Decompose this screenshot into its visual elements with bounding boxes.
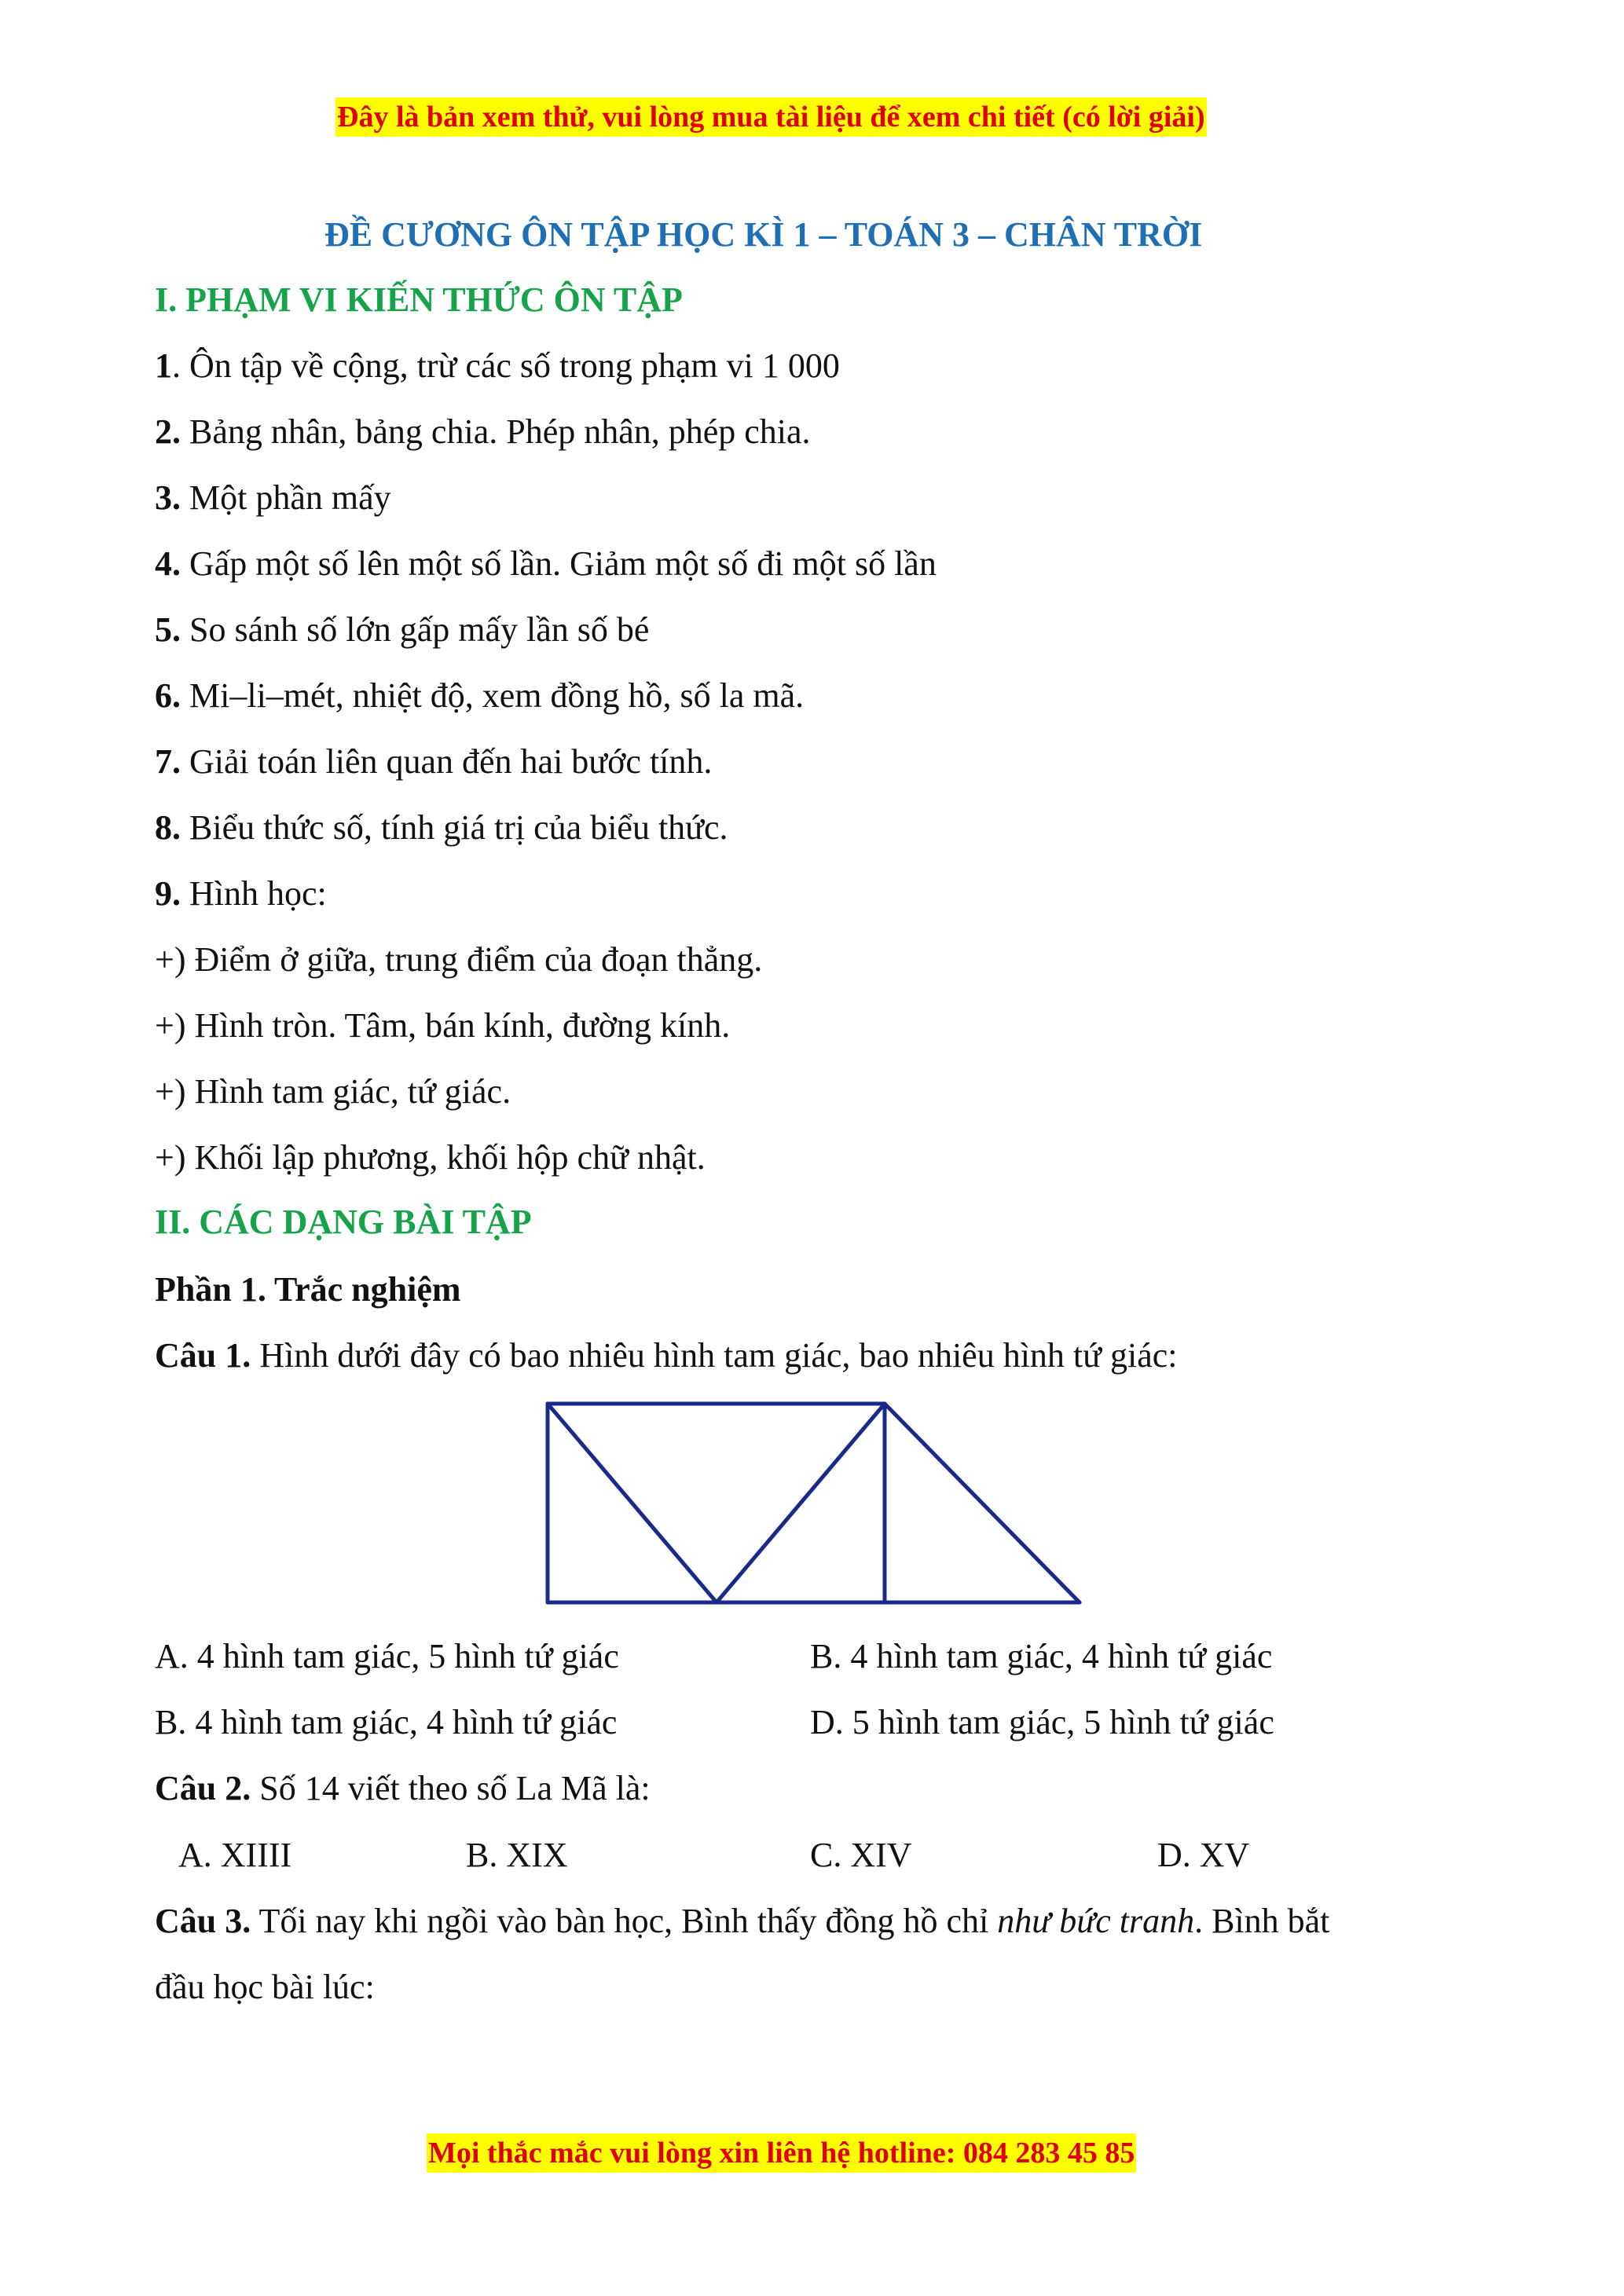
list-item: 8. Biểu thức số, tính giá trị của biểu thức. <box>155 808 728 847</box>
list-item: 6. Mi–li–mét, nhiệt độ, xem đồng hồ, số la mã. <box>155 676 805 715</box>
document-title: ĐỀ CƯƠNG ÔN TẬP HỌC KÌ 1 – TOÁN 3 – CHÂN TRỜI <box>324 215 1203 254</box>
figure-diagonal-1 <box>548 1404 717 1602</box>
question-text: Hình dưới đây có bao nhiêu hình tam giác, bao nhiêu hình tứ giác: <box>251 1336 1178 1375</box>
sub-list-item: +) Khối lập phương, khối hộp chữ nhật. <box>155 1138 706 1177</box>
question-label: Câu 1. <box>155 1336 251 1375</box>
q2-option-b[interactable]: B. XIX <box>466 1836 568 1874</box>
question-1 <box>155 1335 1178 1377</box>
q2-option-a[interactable]: A. XIIII <box>178 1836 292 1874</box>
figure-diagonal-2 <box>717 1404 885 1602</box>
question-text: Số 14 viết theo số La Mã là: <box>251 1769 651 1807</box>
list-item: 9. Hình học: <box>155 874 327 913</box>
q2-option-d[interactable]: D. XV <box>1157 1836 1250 1874</box>
list-item: 5. So sánh số lớn gấp mấy lần số bé <box>155 610 650 649</box>
question-3-continued: đầu học bài lúc: <box>155 1968 375 2006</box>
q1-option-c[interactable]: B. 4 hình tam giác, 4 hình tứ giác <box>155 1703 618 1741</box>
question-label: Câu 3. <box>155 1902 251 1940</box>
figure-right-diagonal <box>885 1404 1080 1602</box>
q1-option-a[interactable]: A. 4 hình tam giác, 5 hình tứ giác <box>155 1637 619 1675</box>
list-item: 4. Gấp một số lên một số lần. Giảm một số đi một số lần <box>155 544 937 583</box>
list-item: 3. Một phần mấy <box>155 478 391 517</box>
q1-option-d[interactable]: D. 5 hình tam giác, 5 hình tứ giác <box>810 1703 1274 1741</box>
question-label: Câu 2. <box>155 1769 251 1807</box>
q1-option-b[interactable]: B. 4 hình tam giác, 4 hình tứ giác <box>810 1637 1273 1675</box>
q2-option-c[interactable]: C. XIV <box>810 1836 912 1874</box>
question-2 <box>155 1767 651 1810</box>
sub-list-item: +) Hình tam giác, tứ giác. <box>155 1072 511 1111</box>
triangle-quadrilateral-figure <box>542 1398 1092 1618</box>
list-item: 7. Giải toán liên quan đến hai bước tính. <box>155 742 713 781</box>
hotline-banner: Mọi thắc mắc vui lòng xin liên hệ hotline: 084 283 45 85 <box>427 2133 1136 2173</box>
list-item: 1. Ôn tập về cộng, trừ các số trong phạm vi 1 000 <box>155 346 840 385</box>
section-1-heading: I. PHẠM VI KIẾN THỨC ÔN TẬP <box>155 280 683 319</box>
part-title: Phần 1. Trắc nghiệm <box>155 1270 461 1309</box>
sub-list-item: +) Điểm ở giữa, trung điểm của đoạn thẳng. <box>155 940 763 979</box>
section-2-heading: II. CÁC DẠNG BÀI TẬP <box>155 1203 532 1241</box>
sub-list-item: +) Hình tròn. Tâm, bán kính, đường kính. <box>155 1006 731 1045</box>
question-3: Câu 3. Tối nay khi ngồi vào bàn học, Bình thấy đồng hồ chỉ như bức tranh. Bình bắt <box>155 1902 1330 1940</box>
preview-notice-banner: Đây là bản xem thử, vui lòng mua tài liệu để xem chi tiết (có lời giải) <box>335 97 1207 137</box>
list-item: 2. Bảng nhân, bảng chia. Phép nhân, phép chia. <box>155 412 811 451</box>
